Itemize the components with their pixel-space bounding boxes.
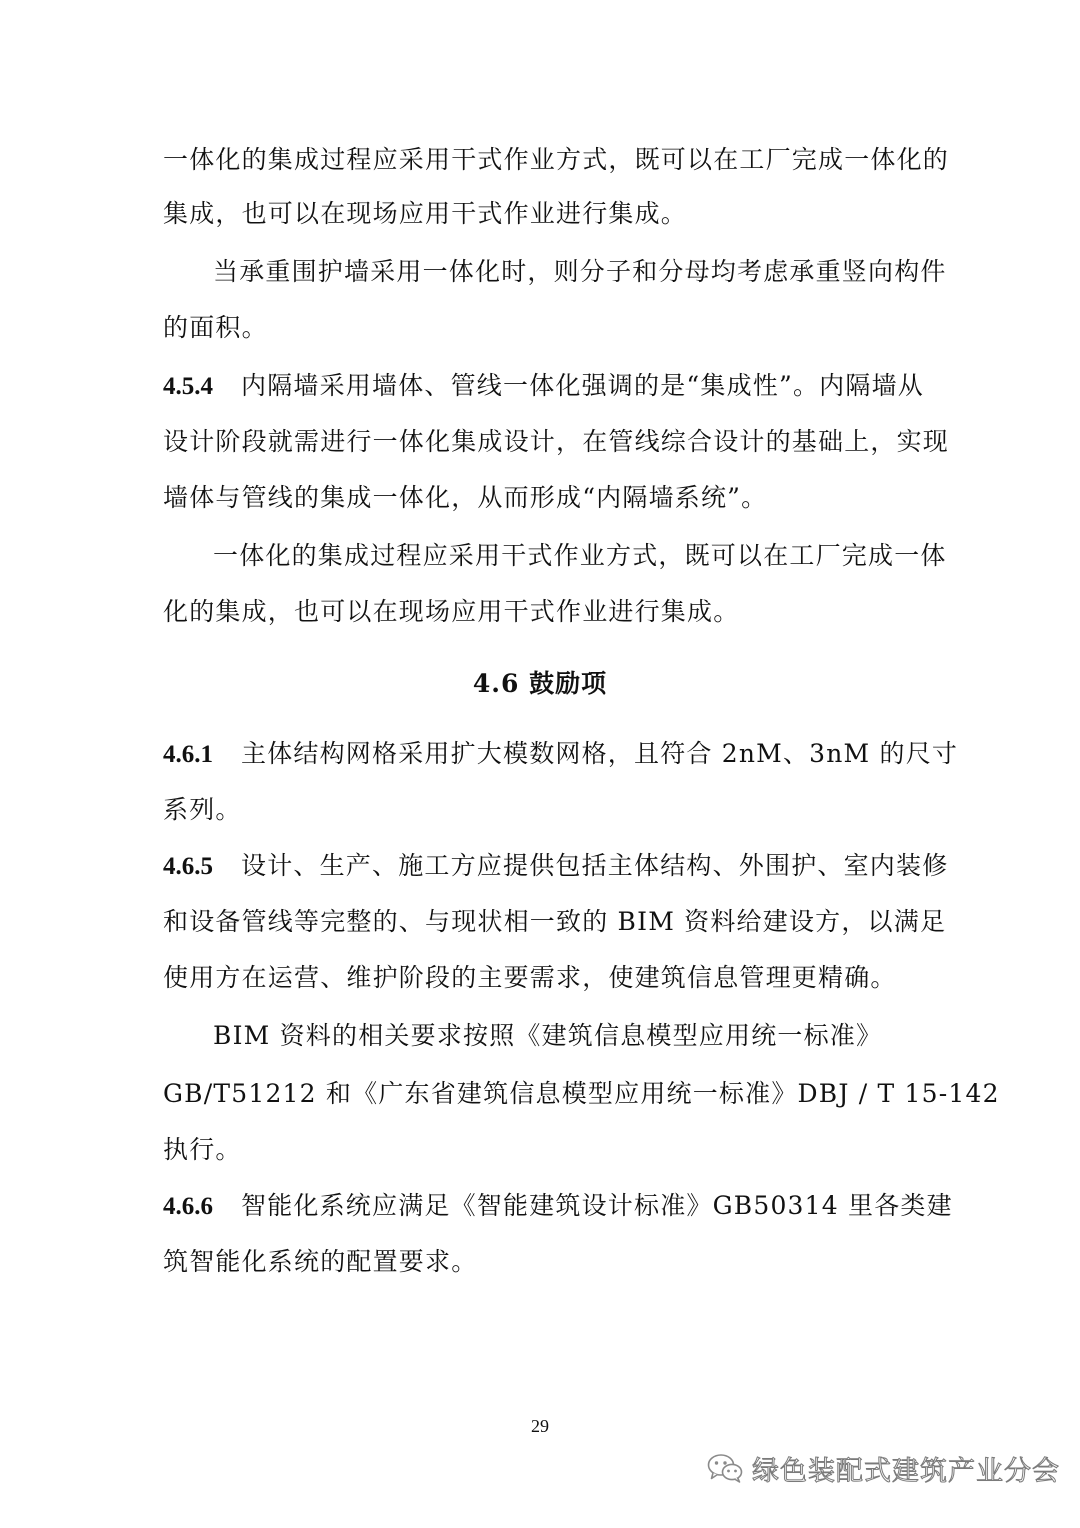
clause-number: 4.6.1 [163, 741, 213, 768]
text-line: GB/T51212 和《广东省建筑信息模型应用统一标准》DBJ / T 15-142 [163, 1079, 1000, 1108]
text-line: 一体化的集成过程应采用干式作业方式，既可以在工厂完成一体 [213, 541, 947, 570]
text-line: 集成，也可以在现场应用干式作业进行集成。 [163, 199, 688, 228]
text-line: 化的集成，也可以在现场应用干式作业进行集成。 [163, 597, 740, 626]
clause-number: 4.6.6 [163, 1193, 213, 1220]
watermark [706, 1448, 1060, 1488]
text-line: 系列。 [163, 795, 242, 824]
text-line: 设计阶段就需进行一体化集成设计，在管线综合设计的基础上，实现 [163, 427, 950, 456]
clause-number: 4.5.4 [163, 373, 213, 400]
page-number: 29 [531, 1416, 549, 1436]
text-line: 筑智能化系统的配置要求。 [163, 1247, 478, 1276]
text-line: 墙体与管线的集成一体化，从而形成“内隔墙系统”。 [163, 483, 768, 512]
text-line: 的面积。 [163, 313, 268, 342]
clause-text: 设计、生产、施工方应提供包括主体结构、外围护、室内装修 [241, 851, 949, 880]
text-line: 当承重围护墙采用一体化时，则分子和分母均考虑承重竖向构件 [213, 257, 947, 286]
text-line: 一体化的集成过程应采用干式作业方式，既可以在工厂完成一体化的 [163, 145, 950, 174]
clause-line [163, 737, 959, 772]
clause-number: 4.6.5 [163, 853, 213, 880]
clause-text: 智能化系统应满足《智能建筑设计标准》GB50314 里各类建 [241, 1191, 953, 1220]
clause-text: 主体结构网格采用扩大模数网格，且符合 2nM、3nM 的尺寸 [241, 739, 959, 768]
text-line: 和设备管线等完整的、与现状相一致的 BIM 资料给建设方，以满足 [163, 907, 947, 936]
clause-text: 内隔墙采用墙体、管线一体化强调的是“集成性”。内隔墙从 [241, 371, 924, 400]
watermark-text: 绿色装配式建筑产业分会 [752, 1455, 1060, 1487]
wechat-icon [706, 1452, 744, 1484]
clause-line [163, 1189, 953, 1224]
clause-line [163, 369, 924, 404]
text-line: BIM 资料的相关要求按照《建筑信息模型应用统一标准》 [213, 1021, 883, 1050]
text-line: 执行。 [163, 1135, 242, 1164]
text-line: 使用方在运营、维护阶段的主要需求，使建筑信息管理更精确。 [163, 963, 897, 992]
clause-line [163, 849, 949, 884]
section-heading: 4.6 鼓励项 [472, 669, 608, 698]
